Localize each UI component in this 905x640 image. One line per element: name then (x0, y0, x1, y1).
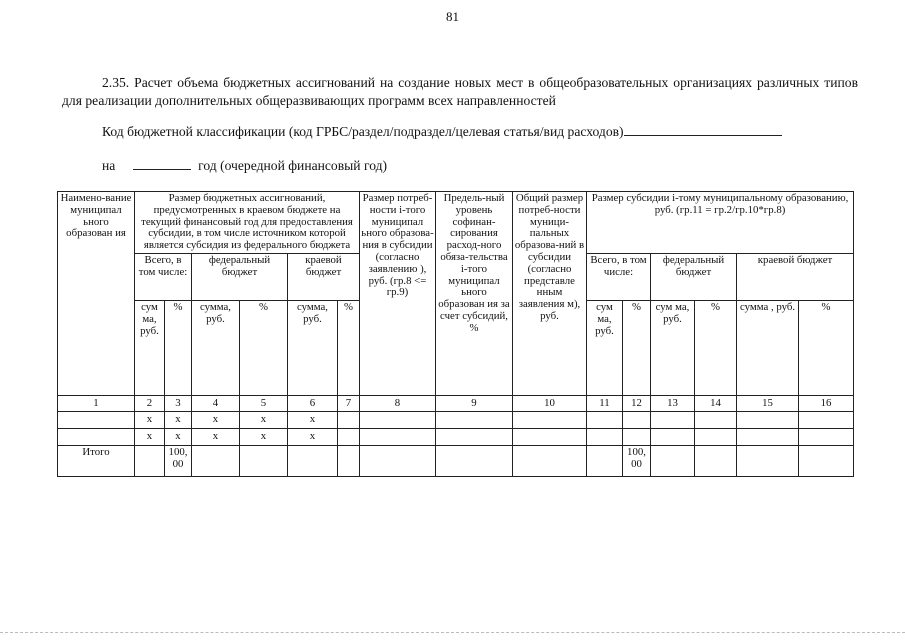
table-cell: х (240, 428, 288, 445)
total-cell (135, 445, 165, 476)
table-cell (58, 411, 135, 428)
total-cell (695, 445, 737, 476)
table-cell (436, 411, 513, 428)
page-footer-rule (0, 632, 905, 633)
table-cell: х (192, 428, 240, 445)
header-percent-7: % (338, 300, 360, 395)
table-cell (58, 428, 135, 445)
header-percent-3: % (165, 300, 192, 395)
header-subsidy-total: Всего, в том числе: (587, 253, 651, 300)
column-number: 6 (288, 395, 338, 411)
column-number: 3 (165, 395, 192, 411)
table-cell (737, 411, 799, 428)
table-row (58, 411, 854, 428)
total-cell: 100, 00 (165, 445, 192, 476)
header-sum-15: сумма , руб. (737, 300, 799, 395)
table-cell (623, 428, 651, 445)
header-sum-4: сумма, руб. (192, 300, 240, 395)
table-cell: х (165, 428, 192, 445)
section-heading: 2.35. Расчет объема бюджетных ассигнований на создание новых мест в общеобразовательных организациях различных типов для реализации дополнительных общеразвивающих программ всех направленностей (62, 75, 858, 108)
year-suffix: год (очередной финансовый год) (198, 158, 388, 173)
total-cell (338, 445, 360, 476)
page-number: 81 (446, 9, 459, 24)
column-number: 4 (192, 395, 240, 411)
table-cell (799, 411, 854, 428)
header-budget-federal: федеральный бюджет (192, 253, 288, 300)
table-cell (651, 428, 695, 445)
column-number: 15 (737, 395, 799, 411)
table-cell: х (165, 411, 192, 428)
total-cell (799, 445, 854, 476)
total-cell (513, 445, 587, 476)
column-number-row (58, 395, 854, 411)
column-number: 9 (436, 395, 513, 411)
table-cell: х (192, 411, 240, 428)
total-cell (737, 445, 799, 476)
header-subsidy-regional: краевой бюджет (737, 253, 854, 300)
header-subsidy-federal: федеральный бюджет (651, 253, 737, 300)
table-cell: х (135, 411, 165, 428)
column-number: 12 (623, 395, 651, 411)
table-cell (737, 428, 799, 445)
header-budget-group: Размер бюджетных ассигнований, предусмотренных в краевом бюджете на текущий финансовый год для предоставления субсидии, в том числе источником которой является субсидия из федерального бюджета (135, 192, 360, 254)
column-number: 11 (587, 395, 623, 411)
column-number: 14 (695, 395, 737, 411)
header-total-need: Общий размер потреб-ности муници-пальных образова-ний в субсидии (согласно представле нным заявления м), руб. (513, 192, 587, 396)
header-sum-2: сум ма, руб. (135, 300, 165, 395)
table-cell (587, 428, 623, 445)
total-cell (436, 445, 513, 476)
year-line (102, 158, 387, 174)
total-cell (288, 445, 338, 476)
table-cell (513, 411, 587, 428)
calculation-table (57, 191, 854, 477)
table-cell (623, 411, 651, 428)
column-number: 13 (651, 395, 695, 411)
kbk-line (102, 124, 782, 140)
column-number: 2 (135, 395, 165, 411)
total-cell (587, 445, 623, 476)
table-cell (587, 411, 623, 428)
column-number: 5 (240, 395, 288, 411)
table-cell (695, 428, 737, 445)
column-number: 10 (513, 395, 587, 411)
header-name: Наимено-вание муниципал ьного образован ия (58, 192, 135, 396)
header-percent-12: % (623, 300, 651, 395)
column-number: 8 (360, 395, 436, 411)
header-percent-5: % (240, 300, 288, 395)
year-blank (133, 158, 191, 170)
total-cell: 100, 00 (623, 445, 651, 476)
table-cell: х (135, 428, 165, 445)
year-prefix: на (102, 158, 116, 173)
table-cell (360, 411, 436, 428)
table-cell: х (240, 411, 288, 428)
total-cell (240, 445, 288, 476)
total-label: Итого (58, 445, 135, 476)
total-cell (360, 445, 436, 476)
header-need: Размер потреб-ности i-того муниципал ьного образова-ния в субсидии (согласно заявлению ), руб. (гр.8 <= гр.9) (360, 192, 436, 396)
header-sum-13: сум ма, руб. (651, 300, 695, 395)
table-cell (360, 428, 436, 445)
total-cell (192, 445, 240, 476)
table-row (58, 428, 854, 445)
header-row-1 (58, 192, 854, 254)
table-cell: х (288, 411, 338, 428)
column-number: 1 (58, 395, 135, 411)
header-limit: Предель-ный уровень софинан-сирования расход-ного обяза-тельства i-того муниципал ьного образован ия за счет субсидий, % (436, 192, 513, 396)
header-percent-14: % (695, 300, 737, 395)
table-cell (695, 411, 737, 428)
header-percent-16: % (799, 300, 854, 395)
kbk-blank (624, 124, 782, 136)
total-cell (651, 445, 695, 476)
total-row (58, 445, 854, 476)
table-cell (799, 428, 854, 445)
table-cell (338, 411, 360, 428)
table-cell (513, 428, 587, 445)
header-budget-regional: краевой бюджет (288, 253, 360, 300)
table-cell (651, 411, 695, 428)
column-number: 16 (799, 395, 854, 411)
kbk-label: Код бюджетной классификации (код ГРБС/раздел/подраздел/целевая статья/вид расходов) (102, 124, 624, 139)
header-budget-total: Всего, в том числе: (135, 253, 192, 300)
table-cell (436, 428, 513, 445)
table-cell: х (288, 428, 338, 445)
header-sum-6: сумма, руб. (288, 300, 338, 395)
table-cell (338, 428, 360, 445)
column-number: 7 (338, 395, 360, 411)
header-sum-11: сум ма, руб. (587, 300, 623, 395)
header-subsidy-group: Размер субсидии i-тому муниципальному образованию, руб. (гр.11 = гр.2/гр.10*гр.8) (587, 192, 854, 254)
